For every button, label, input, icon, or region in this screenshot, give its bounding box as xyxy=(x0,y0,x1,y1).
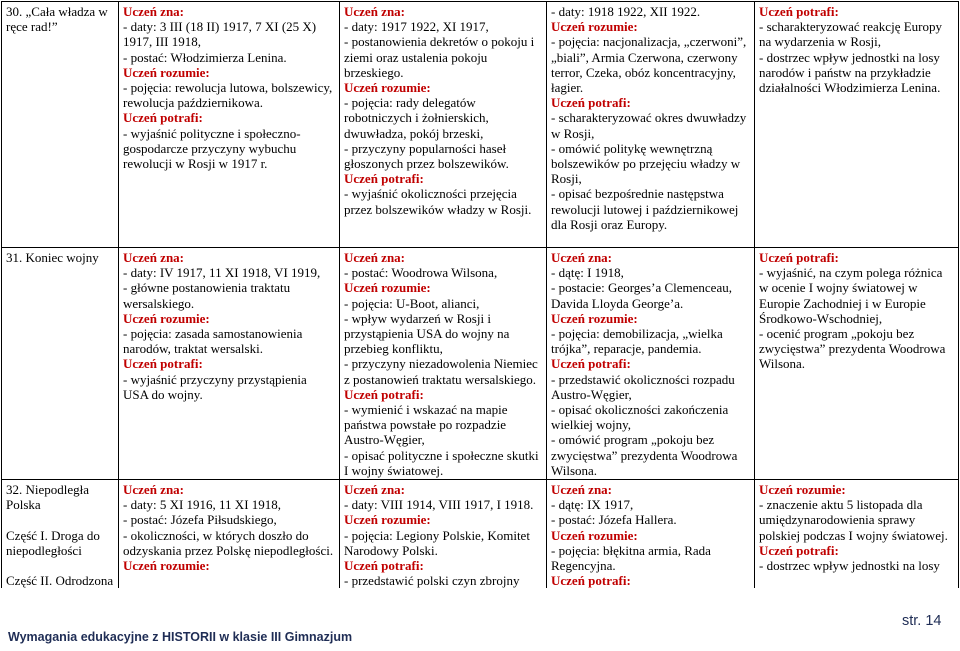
requirement-text: - wyjaśnić, na czym polega różnica w ocenie I wojny światowej w Europie Zachodniej i w Europie Środkowo-Wschodniej, - ocenić program „pokoju bez zwycięstwa” prezydenta Woodrowa Wilsona. xyxy=(759,265,946,372)
requirements-cell xyxy=(547,480,755,589)
requirement-text: - scharakteryzować okres dwuwładzy w Rosji, - omówić politykę wewnętrzną bolszewików po przejęciu władzy w Rosji, - opisać bezpośrednie następstwa rewolucji lutowej i październikowej dla Rosji oraz Europy. xyxy=(551,110,747,232)
requirement-text: - daty: VIII 1914, VIII 1917, I 1918. xyxy=(344,497,534,513)
requirement-text: - daty: IV 1917, 11 XI 1918, VI 1919, - główne postanowienia traktatu wersalskiego. xyxy=(123,265,321,311)
requirements-table xyxy=(1,1,959,588)
requirement-heading: Uczeń rozumie: xyxy=(551,527,638,543)
requirements-cell xyxy=(755,248,959,480)
requirement-text: - wyjaśnić polityczne i społeczno-gospodarcze przyczyny wybuchu rewolucji w Rosji w 1917 r. xyxy=(123,125,301,172)
requirement-text: - dostrzec wpływ jednostki na losy xyxy=(759,558,940,574)
requirement-heading: Uczeń potrafi: xyxy=(344,558,424,574)
requirement-heading: Uczeń potrafi: xyxy=(123,356,203,372)
topic-cell xyxy=(2,2,119,248)
requirement-heading: Uczeń potrafi: xyxy=(551,356,631,372)
requirement-text: - wymienić i wskazać na mapie państwa powstałe po rozpadzie Austro-Węgier, - opisać polityczne i społeczne skutki I wojny światowej. xyxy=(344,402,539,478)
requirement-text: - pojęcia: Legiony Polskie, Komitet Narodowy Polski. xyxy=(344,527,530,558)
page-number: str. 14 xyxy=(902,613,942,629)
requirement-text: - pojęcia: błękitna armia, Rada Regencyjna. xyxy=(551,542,711,574)
requirement-text: - pojęcia: zasada samostanowienia narodów, traktat wersalski. xyxy=(123,326,303,357)
topic-title: 31. Koniec wojny xyxy=(6,250,99,265)
requirements-cell xyxy=(547,2,755,248)
requirement-text: - pojęcia: rewolucja lutowa, bolszewicy, rewolucja październikowa. xyxy=(123,80,333,111)
requirement-heading: Uczeń zna: xyxy=(344,482,406,497)
requirement-heading: Uczeń potrafi: xyxy=(759,250,839,265)
requirement-heading: Uczeń rozumie: xyxy=(344,512,431,528)
requirement-heading: Uczeń zna: xyxy=(123,482,185,497)
table-row xyxy=(2,480,959,589)
topic-title: 30. „Cała władza w ręce rad!” xyxy=(6,4,108,35)
topic-title: 32. Niepodległa Polska Część I. Droga do niepodległości Część II. Odrodzona xyxy=(6,482,114,589)
requirement-heading: Uczeń rozumie: xyxy=(123,64,210,80)
requirement-text: - wyjaśnić przyczyny przystąpienia USA do wojny. xyxy=(123,371,307,402)
requirements-cell xyxy=(119,2,340,248)
requirements-cell xyxy=(119,480,340,589)
requirement-heading: Uczeń potrafi: xyxy=(759,542,839,558)
requirement-text: - scharakteryzować reakcję Europy na wydarzenia w Rosji, - dostrzec wpływ jednostki na losy narodów i państw na przykładzie działalności Włodzimierza Lenina. xyxy=(759,19,942,96)
requirement-heading: Uczeń rozumie: xyxy=(551,19,638,35)
requirement-heading: Uczeń rozumie: xyxy=(344,280,431,296)
requirement-text: - przedstawić polski czyn zbrojny xyxy=(344,573,520,589)
requirement-heading: Uczeń potrafi: xyxy=(759,4,839,19)
requirements-cell xyxy=(755,480,959,589)
requirements-cell xyxy=(755,2,959,248)
requirements-cell xyxy=(340,480,547,589)
requirement-heading: Uczeń zna: xyxy=(123,250,185,265)
requirement-heading: Uczeń rozumie: xyxy=(759,482,846,497)
requirement-text: - wyjaśnić okoliczności przejęcia przez bolszewików władzy w Rosji. xyxy=(344,186,532,217)
requirement-heading: Uczeń potrafi: xyxy=(551,95,631,111)
requirement-text: - pojęcia: U-Boot, alianci, - wpływ wydarzeń w Rosji i przystąpienia USA do wojny na przebieg konfliktu, - przyczyny niezadowolenia Niemiec z postanowień traktatu wersalskiego. xyxy=(344,295,538,387)
requirement-text: - przedstawić okoliczności rozpadu Austro-Węgier, - opisać okoliczności zakończenia wielkiej wojny, - omówić program „pokoju bez zwycięstwa” prezydenta Woodrowa Wilsona. xyxy=(551,371,738,478)
requirement-text: - pojęcia: nacjonalizacja, „czerwoni”, „biali”, Armia Czerwona, czerwony terror, Czeka, obóz koncentracyjny, łagier. xyxy=(551,34,747,96)
topic-cell xyxy=(2,480,119,589)
requirement-text: - dątę: I 1918, - postacie: Georges’a Clemenceau, Davida Lloyda George’a. xyxy=(551,265,732,311)
requirements-cell xyxy=(340,248,547,480)
requirement-text: - daty: 5 XI 1916, 11 XI 1918, - postać: Józefa Piłsudskiego, - okoliczności, w których doszło do odzyskania przez Polskę niepodległości. xyxy=(123,497,334,558)
requirement-heading: Uczeń zna: xyxy=(551,250,613,265)
requirements-cell xyxy=(119,248,340,480)
topic-cell xyxy=(2,248,119,480)
table-row xyxy=(2,248,959,480)
requirement-heading: Uczeń potrafi: xyxy=(344,386,424,402)
requirement-text: - daty: 1918 1922, XII 1922. xyxy=(551,4,701,19)
requirement-heading: Uczeń zna: xyxy=(123,4,185,19)
requirement-heading: Uczeń rozumie: xyxy=(123,310,210,326)
requirement-heading: Uczeń potrafi: xyxy=(344,171,424,187)
requirement-heading: Uczeń zna: xyxy=(344,4,406,19)
requirement-text: - pojęcia: demobilizacja, „wielka trójka”, reparacje, pandemia. xyxy=(551,326,723,357)
table-row xyxy=(2,2,959,248)
requirement-text: - postać: Woodrowa Wilsona, xyxy=(344,265,498,281)
requirement-text: - pojęcia: rady delegatów robotniczych i żołnierskich, dwuwładza, pokój brzeski, - przyczyny popularności haseł głoszonych przez bolszewików. xyxy=(344,95,509,172)
requirements-cell xyxy=(340,2,547,248)
requirement-heading: Uczeń zna: xyxy=(551,482,613,497)
requirement-heading: Uczeń potrafi: xyxy=(123,110,203,126)
requirement-heading: Uczeń potrafi: xyxy=(551,573,631,589)
requirement-heading: Uczeń zna: xyxy=(344,250,406,265)
requirement-text: - daty: 3 III (18 II) 1917, 7 XI (25 X) 1917, III 1918, - postać: Włodzimierza Lenina. xyxy=(123,19,317,65)
requirement-heading: Uczeń rozumie: xyxy=(551,310,638,326)
requirement-heading: Uczeń rozumie: xyxy=(344,80,431,96)
requirement-heading: Uczeń rozumie: xyxy=(123,558,210,574)
requirement-text: - daty: 1917 1922, XI 1917, - postanowienia dekretów o pokoju i ziemi oraz ustalenia pokoju brzeskiego. xyxy=(344,19,535,80)
footer-title: Wymagania edukacyjne z HISTORII w klasie III Gimnazjum xyxy=(8,630,353,644)
requirements-cell xyxy=(547,248,755,480)
requirement-text: - dątę: IX 1917, - postać: Józefa Hallera. xyxy=(551,497,677,528)
requirement-text: - znaczenie aktu 5 listopada dla umiędzynarodowienia sprawy polskiej podczas I wojny światowej. xyxy=(759,497,948,543)
